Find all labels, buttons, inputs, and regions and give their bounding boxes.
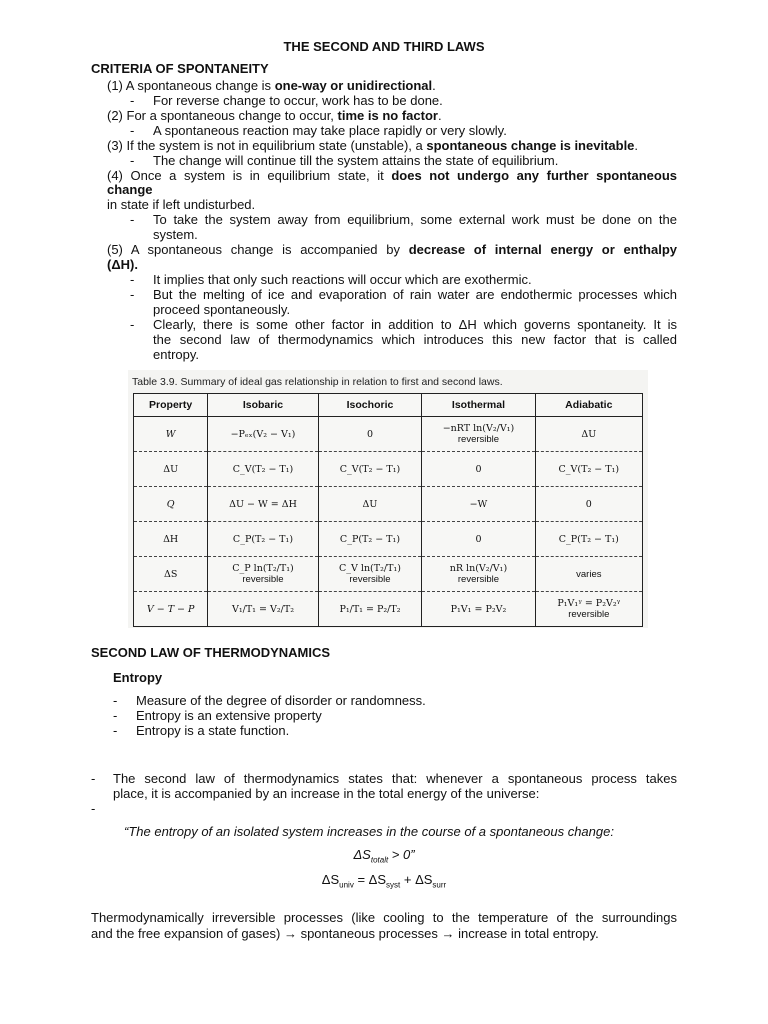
table-cell: Q bbox=[134, 487, 208, 522]
table-header: Adiabatic bbox=[535, 394, 642, 417]
table-cell: P₁/T₁ = P₂/T₂ bbox=[318, 592, 422, 627]
entropy-bullet: Entropy is a state function. bbox=[136, 723, 290, 738]
table-cell: C_V(T₂ − T₁) bbox=[318, 452, 422, 487]
table-header: Isochoric bbox=[318, 394, 422, 417]
table-cell: C_P(T₂ − T₁) bbox=[208, 522, 318, 557]
table-cell: varies bbox=[535, 557, 642, 592]
ideal-gas-table bbox=[133, 393, 643, 627]
table-cell: −Pₑₓ(V₂ − V₁) bbox=[208, 417, 318, 452]
criterion-5-bold-cont: (ΔH). bbox=[107, 257, 139, 272]
table-header: Isothermal bbox=[422, 394, 535, 417]
entropy-bullet: Entropy is an extensive property bbox=[136, 708, 322, 723]
table-row bbox=[134, 592, 643, 627]
table-cell: W bbox=[134, 417, 208, 452]
dash: - bbox=[113, 708, 118, 723]
entropy-subheading: Entropy bbox=[113, 670, 163, 685]
criterion-5-note-2-cont: proceed spontaneously. bbox=[153, 302, 291, 317]
dash: - bbox=[130, 272, 135, 287]
second-law-statement: The second law of thermodynamics states that: whenever a spontaneous process takes bbox=[113, 771, 677, 786]
table-cell: C_V ln(T₂/T₁) reversible bbox=[318, 557, 422, 592]
table-cell: C_P(T₂ − T₁) bbox=[535, 522, 642, 557]
criterion-4-cont: in state if left undisturbed. bbox=[107, 197, 256, 212]
table-cell: nR ln(V₂/V₁) reversible bbox=[422, 557, 535, 592]
table-row bbox=[134, 557, 643, 592]
dash: - bbox=[130, 93, 135, 108]
criterion-3: (3) If the system is not in equilibrium state (unstable), a spontaneous change is inevitable. bbox=[107, 138, 639, 153]
table-caption: Table 3.9. Summary of ideal gas relationship in relation to first and second laws. bbox=[132, 376, 503, 388]
table-cell: ΔU bbox=[318, 487, 422, 522]
table-row bbox=[134, 522, 643, 557]
closing-paragraph: Thermodynamically irreversible processes (like cooling to the temperature of the surroundings bbox=[91, 910, 677, 925]
criterion-5-note-2: But the melting of ice and evaporation of rain water are endothermic processes which bbox=[153, 287, 677, 302]
criterion-5-note-1: It implies that only such reactions will occur which are exothermic. bbox=[153, 272, 532, 287]
criterion-3-note: The change will continue till the system attains the state of equilibrium. bbox=[153, 153, 559, 168]
criterion-4-note: To take the system away from equilibrium, some external work must be done on the bbox=[153, 212, 677, 227]
table-cell: 0 bbox=[422, 452, 535, 487]
entropy-sum-equation: $\Delta S_{univ} = \Delta S_{syst} + \Delta S_{surr}$ bbox=[321, 872, 447, 890]
criteria-heading: CRITERIA OF SPONTANEITY bbox=[91, 61, 269, 76]
criterion-2: (2) For a spontaneous change to occur, time is no factor. bbox=[107, 108, 442, 123]
dash: - bbox=[91, 801, 96, 816]
dash: - bbox=[113, 693, 118, 708]
table-cell: −W bbox=[422, 487, 535, 522]
dash: - bbox=[113, 723, 118, 738]
dash: - bbox=[130, 153, 135, 168]
table-cell: ΔS bbox=[134, 557, 208, 592]
table-cell: C_V(T₂ − T₁) bbox=[208, 452, 318, 487]
table-cell: 0 bbox=[318, 417, 422, 452]
table-cell: C_P ln(T₂/T₁) reversible bbox=[208, 557, 318, 592]
table-cell: ΔH bbox=[134, 522, 208, 557]
table-cell: P₁V₁ = P₂V₂ bbox=[422, 592, 535, 627]
table-cell: −nRT ln(V₂/V₁) reversible bbox=[422, 417, 535, 452]
page-title: THE SECOND AND THIRD LAWS bbox=[283, 39, 485, 54]
table-cell: ΔU bbox=[134, 452, 208, 487]
table-cell: C_P(T₂ − T₁) bbox=[318, 522, 422, 557]
criterion-5-note-3-end: entropy. bbox=[153, 347, 200, 362]
criterion-4-bold-cont: change bbox=[107, 182, 153, 197]
table-header: Isobaric bbox=[208, 394, 318, 417]
criterion-2-note: A spontaneous reaction may take place rapidly or very slowly. bbox=[153, 123, 507, 138]
dash: - bbox=[130, 287, 135, 302]
criterion-4: (4) Once a system is in equilibrium state, it does not undergo any further spontaneous bbox=[107, 168, 677, 183]
table-cell: ΔU − W = ΔH bbox=[208, 487, 318, 522]
entropy-bullet: Measure of the degree of disorder or randomness. bbox=[136, 693, 426, 708]
table-cell: C_V(T₂ − T₁) bbox=[535, 452, 642, 487]
table-row bbox=[134, 452, 643, 487]
table-header: Property bbox=[134, 394, 208, 417]
arrow-icon: → bbox=[283, 926, 297, 941]
criterion-5-note-3: Clearly, there is some other factor in addition to ΔH which governs spontaneity. It is bbox=[153, 317, 677, 332]
table-row bbox=[134, 487, 643, 522]
entropy-inequality: $\Delta S_{totalt} > 0$” bbox=[353, 847, 415, 865]
second-law-heading: SECOND LAW OF THERMODYNAMICS bbox=[91, 645, 331, 660]
second-law-statement-cont: place, it is accompanied by an increase in the total energy of the universe: bbox=[113, 786, 540, 801]
table-cell: P₁V₁ᵞ = P₂V₂ᵞ reversible bbox=[535, 592, 642, 627]
table-cell: 0 bbox=[535, 487, 642, 522]
table-cell: ΔU bbox=[535, 417, 642, 452]
dash: - bbox=[130, 212, 135, 227]
criterion-5-note-3-cont: the second law of thermodynamics which introduces this new factor that is called bbox=[153, 332, 677, 347]
entropy-quote: “The entropy of an isolated system increases in the course of a spontaneous change: bbox=[124, 824, 614, 839]
criterion-4-note-cont: system. bbox=[153, 227, 198, 242]
closing-paragraph-cont: and the free expansion of gases) → spontaneous processes → increase in total entropy. bbox=[91, 926, 599, 941]
table-cell: 0 bbox=[422, 522, 535, 557]
criterion-1: (1) A spontaneous change is one-way or unidirectional. bbox=[107, 78, 436, 93]
table-cell: V − T − P bbox=[134, 592, 208, 627]
criterion-1-note: For reverse change to occur, work has to be done. bbox=[153, 93, 443, 108]
table-row bbox=[134, 417, 643, 452]
table-cell: V₁/T₁ = V₂/T₂ bbox=[208, 592, 318, 627]
dash: - bbox=[91, 771, 96, 786]
dash: - bbox=[130, 317, 135, 332]
dash: - bbox=[130, 123, 135, 138]
arrow-icon: → bbox=[441, 926, 455, 941]
criterion-5: (5) A spontaneous change is accompanied by decrease of internal energy or enthalpy bbox=[107, 242, 677, 257]
